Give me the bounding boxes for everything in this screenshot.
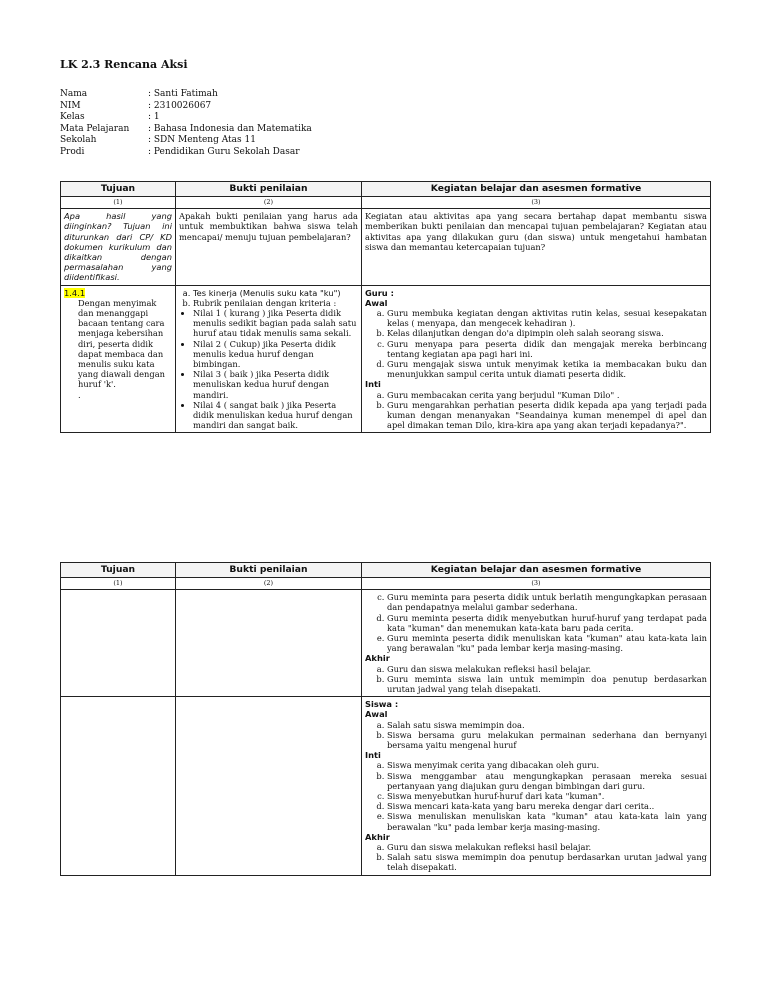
activity-item: e. Siswa menuliskan menuliskan kata "kuman" atau kata-kata lain yang berawalan "ku" pada lembar kerja masing-masing. (387, 811, 707, 831)
rubrik-item: • Nilai 3 ( baik ) jika Peserta didik menuliskan kedua huruf dengan mandiri. (193, 369, 358, 400)
siswa-awal-list (365, 720, 707, 751)
col-number: (2) (176, 578, 362, 590)
kegiatan-guru-cell (362, 285, 711, 433)
bukti-cell (176, 590, 362, 697)
content-row (61, 285, 711, 433)
info-label: Kelas (60, 112, 85, 123)
header-row (61, 563, 711, 578)
info-value: : Santi Fatimah (148, 89, 218, 99)
rubrik-item: • Nilai 2 ( Cukup) jika Peserta didik menulis kedua huruf dengan bimbingan. (193, 339, 358, 370)
header-tujuan: Tujuan (61, 182, 176, 197)
prompt-tujuan: Apa hasil yang diinginkan? Tujuan ini diturunkan dari CP/ KD dokumen kurikulum dan dikaitkan dengan permasalahan yang diidentifikasi. (61, 209, 176, 285)
activity-item: b. Siswa bersama guru melakukan permainan sederhana dan bernyanyi bersama yaitu mengenal huruf (387, 730, 707, 750)
info-row-nim (60, 101, 312, 113)
activity-item: a. Siswa menyimak cerita yang dibacakan oleh guru. (387, 760, 707, 770)
rubrik-list (179, 308, 358, 430)
bukti-item: b. Rubrik penilaian dengan kriteria : (193, 298, 358, 308)
info-label: Nama (60, 89, 88, 99)
info-label: Prodi (60, 146, 85, 157)
info-value: : 1 (148, 112, 160, 123)
guru-inti-list-cont (365, 592, 707, 653)
number-row (61, 197, 711, 209)
content-row (61, 697, 711, 875)
rencana-aksi-table-2 (60, 562, 711, 876)
activity-item: a. Guru membacakan cerita yang berjudul "Kuman Dilo" . (387, 390, 707, 400)
info-value: : Bahasa Indonesia dan Matematika (148, 123, 312, 134)
guru-akhir-list (365, 664, 707, 695)
info-row-kelas (60, 112, 312, 124)
guru-heading: Guru : (365, 287, 394, 298)
rubrik-item: • Nilai 4 ( sangat baik ) jika Peserta didik menuliskan kedua huruf dengan mandiri dan sangat baik. (193, 400, 358, 431)
info-row-mapel (60, 124, 312, 136)
identity-block (60, 89, 312, 159)
activity-item: a. Guru dan siswa melakukan refleksi hasil belajar. (387, 842, 707, 852)
tujuan-cell (61, 285, 176, 433)
info-value: : SDN Menteng Atas 11 (148, 135, 256, 146)
tujuan-cell (61, 697, 176, 875)
siswa-inti-label: Inti (365, 750, 381, 761)
header-bukti: Bukti penilaian (176, 563, 362, 578)
activity-item: b. Guru mengarahkan perhatian peserta didik kepada apa yang terjadi pada kuman dengan menanyakan "Seandainya kuman menempel di apel dan apel dimakan teman Dilo, kira-kira apa yang akan terjadi kepadanya?". (387, 400, 707, 431)
activity-item: b. Siswa menggambar atau mengungkapkan perasaan mereka sesuai pertanyaan yang diajukan guru dengan bimbingan dari guru. (387, 771, 707, 791)
header-row (61, 182, 711, 197)
tujuan-trail: . (78, 389, 81, 400)
prompt-kegiatan: Kegiatan atau aktivitas apa yang secara bertahap dapat membantu siswa memberikan bukti penilaian dan mencapai tujuan pembelajaran? Kegiatan atau aktivitas apa yang dilakukan guru (dan siswa) untuk mengetahui hambatan siswa dan memantau ketercapaian tujuan? (362, 209, 711, 285)
activity-item: b. Guru meminta siswa lain untuk memimpin doa penutup berdasarkan urutan jadwal yang telah disepakati. (387, 674, 707, 694)
tujuan-text: Dengan menyimak dan menanggapi bacaan tentang cara menjaga kebersihan diri, peserta didik dapat membaca dan menulis suku kata yang diawali dengan huruf 'k'. (78, 297, 165, 390)
col-number: (3) (362, 197, 711, 209)
activity-item: d. Siswa mencari kata-kata yang baru mereka dengar dari cerita.. (387, 801, 707, 811)
info-row-sekolah (60, 135, 312, 147)
content-row (61, 590, 711, 697)
info-row-nama (60, 89, 312, 101)
siswa-heading: Siswa : (365, 699, 399, 710)
rencana-aksi-table-1 (60, 181, 711, 433)
prompt-row (61, 209, 711, 285)
siswa-akhir-list (365, 842, 707, 873)
guru-inti-list (365, 390, 707, 431)
bukti-cell (176, 697, 362, 875)
header-tujuan: Tujuan (61, 563, 176, 578)
activity-item: e. Guru meminta peserta didik menuliskan kata "kuman" atau kata-kata lain yang berawalan "ku" pada lembar kerja masing-masing. (387, 633, 707, 653)
col-number: (3) (362, 578, 711, 590)
number-row (61, 578, 711, 590)
info-label: Mata Pelajaran (60, 123, 130, 134)
page-title: LK 2.3 Rencana Aksi (60, 58, 188, 71)
bukti-list (179, 288, 358, 308)
activity-item: a. Guru membuka kegiatan dengan aktivitas rutin kelas, sesuai kesepakatan kelas ( menyapa, dan mengecek kehadiran ). (387, 308, 707, 328)
col-number: (2) (176, 197, 362, 209)
activity-item: d. Guru meminta peserta didik menyebutkan huruf-huruf yang terdapat pada kata "kuman" dan menemukan kata-kata baru pada cerita. (387, 613, 707, 633)
header-bukti: Bukti penilaian (176, 182, 362, 197)
col-number: (1) (61, 578, 176, 590)
info-value: : Pendidikan Guru Sekolah Dasar (148, 146, 300, 157)
activity-item: b. Kelas dilanjutkan dengan do'a dipimpin oleh salah seorang siswa. (387, 328, 707, 338)
header-kegiatan: Kegiatan belajar dan asesmen formative (362, 563, 711, 578)
activity-item: a. Guru dan siswa melakukan refleksi hasil belajar. (387, 664, 707, 674)
siswa-awal-label: Awal (365, 709, 388, 720)
kegiatan-siswa-cell (362, 697, 711, 875)
siswa-akhir-label: Akhir (365, 831, 390, 842)
kegiatan-guru-cell (362, 590, 711, 697)
bukti-item: a. Tes kinerja (Menulis suku kata "ku") (193, 288, 358, 298)
info-value: : 2310026067 (148, 100, 212, 111)
header-kegiatan: Kegiatan belajar dan asesmen formative (362, 182, 711, 197)
activity-item: c. Siswa menyebutkan huruf-huruf dari kata "kuman". (387, 791, 707, 801)
guru-awal-label: Awal (365, 297, 388, 308)
guru-inti-label: Inti (365, 379, 381, 390)
activity-item: c. Guru meminta para peserta didik untuk berlatih mengungkapkan perasaan dan pendapatnya melalui gambar sederhana. (387, 592, 707, 612)
col-number: (1) (61, 197, 176, 209)
info-label: NIM (60, 100, 81, 111)
prompt-bukti: Apakah bukti penilaian yang harus ada untuk membuktikan bahwa siswa telah mencapai/ menuju tujuan pembelajaran? (176, 209, 362, 285)
tujuan-cell (61, 590, 176, 697)
info-label: Sekolah (60, 135, 97, 146)
activity-item: a. Salah satu siswa memimpin doa. (387, 720, 707, 730)
activity-item: c. Guru menyapa para peserta didik dan mengajak mereka berbincang tentang kegiatan apa pagi hari ini. (387, 339, 707, 359)
activity-item: d. Guru mengajak siswa untuk menyimak ketika ia membacakan buku dan menunjukkan sampul cerita untuk diamati peserta didik. (387, 359, 707, 379)
activity-item: b. Salah satu siswa memimpin doa penutup berdasarkan urutan jadwal yang telah disepakati. (387, 852, 707, 872)
rubrik-item: • Nilai 1 ( kurang ) jika Peserta didik menulis sedikit bagian pada salah satu huruf atau tidak menulis sama sekali. (193, 308, 358, 339)
tujuan-code: 1.4.1 (64, 287, 86, 298)
info-row-prodi (60, 147, 312, 159)
guru-akhir-label: Akhir (365, 653, 390, 664)
guru-awal-list (365, 308, 707, 379)
bukti-cell (176, 285, 362, 433)
siswa-inti-list (365, 760, 707, 831)
